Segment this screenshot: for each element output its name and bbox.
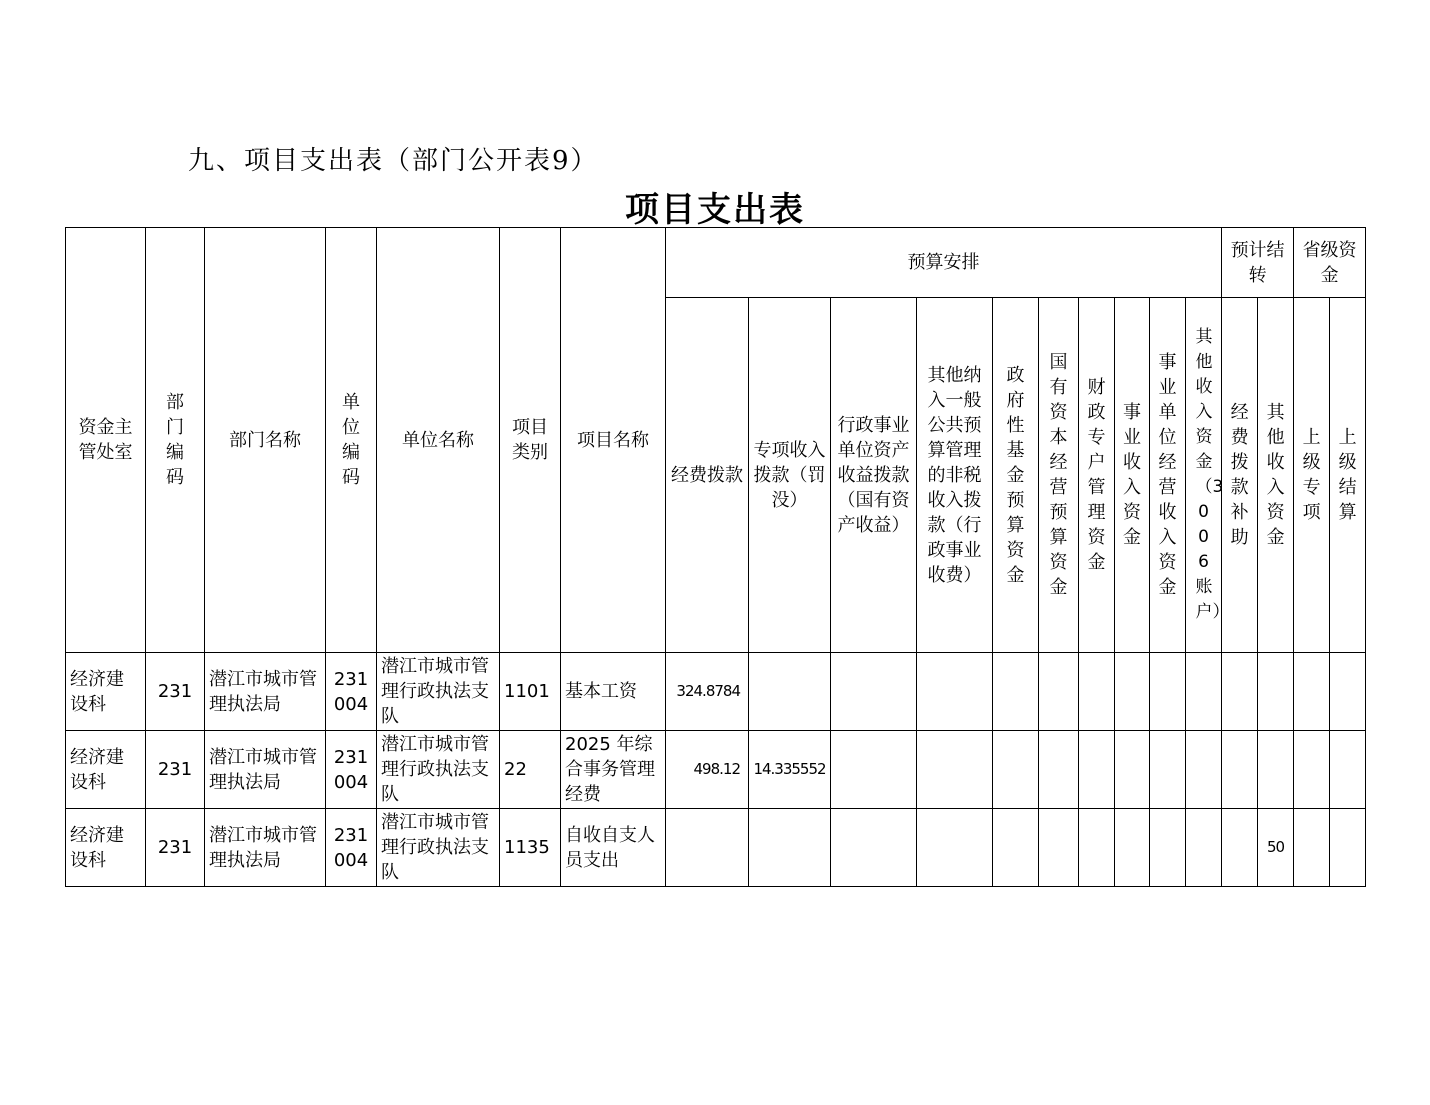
cell-appropriation [666, 809, 749, 887]
cell-appropriation: 498.12 [666, 731, 749, 809]
cell-dept-name: 潜江市城市管理执法局 [205, 731, 326, 809]
cell-empty [917, 809, 993, 887]
header-carry-other-income: 其他收入资金 [1258, 298, 1294, 653]
header-asset-income: 行政事业单位资产收益拨款（国有资产收益） [831, 298, 917, 653]
cell-empty [1222, 653, 1258, 731]
header-prov-settlement: 上级结算 [1330, 298, 1366, 653]
cell-empty [831, 809, 917, 887]
header-fiscal-special: 财政专户管理资金 [1079, 298, 1115, 653]
cell-dept-code: 231 [146, 731, 205, 809]
cell-project-name: 2025 年综合事务管理经费 [561, 731, 666, 809]
cell-category: 1135 [500, 809, 561, 887]
cell-empty [1039, 809, 1079, 887]
table-row [66, 731, 1366, 809]
header-unit-name: 单位名称 [377, 228, 500, 653]
project-expenditure-table [65, 227, 1366, 887]
cell-special-income [749, 809, 831, 887]
cell-empty [1330, 653, 1366, 731]
document-title: 项目支出表 [625, 190, 805, 230]
cell-empty [1222, 731, 1258, 809]
cell-empty [1186, 731, 1222, 809]
cell-empty [831, 653, 917, 731]
header-operating-income: 事业单位经营收入资金 [1150, 298, 1186, 653]
cell-dept-name: 潜江市城市管理执法局 [205, 653, 326, 731]
cell-category: 22 [500, 731, 561, 809]
cell-unit-name: 潜江市城市管理行政执法支队 [377, 731, 500, 809]
cell-category: 1101 [500, 653, 561, 731]
cell-project-name: 自收自支人员支出 [561, 809, 666, 887]
header-other-income-3006: 其他收入资金（3006账户） [1186, 298, 1222, 653]
header-state-capital: 国有资本经营预算资金 [1039, 298, 1079, 653]
cell-empty [1222, 809, 1258, 887]
cell-carry-other-income [1258, 731, 1294, 809]
cell-empty [1115, 653, 1150, 731]
header-unit-code: 单位编码 [326, 228, 377, 653]
cell-unit-code: 231004 [326, 809, 377, 887]
cell-special-income [749, 653, 831, 731]
header-row-groups [66, 228, 1366, 298]
cell-unit-code: 231004 [326, 731, 377, 809]
header-nontax-income: 其他纳入一般公共预算管理的非税收入拨款（行政事业收费） [917, 298, 993, 653]
cell-empty [1330, 809, 1366, 887]
cell-office: 经济建设科 [66, 809, 146, 887]
cell-office: 经济建设科 [66, 653, 146, 731]
header-prov-special: 上级专项 [1294, 298, 1330, 653]
cell-carry-other-income [1258, 653, 1294, 731]
section-title: 九、项目支出表（部门公开表9） [188, 146, 599, 176]
cell-appropriation: 324.8784 [666, 653, 749, 731]
cell-empty [1079, 731, 1115, 809]
cell-dept-code: 231 [146, 809, 205, 887]
cell-empty [1330, 731, 1366, 809]
cell-empty [1186, 809, 1222, 887]
cell-empty [1115, 731, 1150, 809]
header-special-income: 专项收入拨款（罚没） [749, 298, 831, 653]
cell-empty [1294, 809, 1330, 887]
cell-empty [993, 731, 1039, 809]
cell-unit-name: 潜江市城市管理行政执法支队 [377, 809, 500, 887]
cell-empty [993, 809, 1039, 887]
cell-dept-name: 潜江市城市管理执法局 [205, 809, 326, 887]
cell-dept-code: 231 [146, 653, 205, 731]
cell-empty [917, 653, 993, 731]
cell-empty [1079, 653, 1115, 731]
cell-unit-name: 潜江市城市管理行政执法支队 [377, 653, 500, 731]
cell-empty [831, 731, 917, 809]
cell-empty [1115, 809, 1150, 887]
cell-empty [1150, 731, 1186, 809]
cell-special-income: 14.335552 [749, 731, 831, 809]
cell-project-name: 基本工资 [561, 653, 666, 731]
cell-empty [1039, 731, 1079, 809]
cell-empty [1294, 731, 1330, 809]
header-appropriation: 经费拨款 [666, 298, 749, 653]
header-group-budget: 预算安排 [666, 228, 1222, 298]
cell-empty [1150, 809, 1186, 887]
header-group-carryover: 预计结转 [1222, 228, 1294, 298]
cell-empty [1039, 653, 1079, 731]
cell-unit-code: 231004 [326, 653, 377, 731]
header-carry-appropriation: 经费拨款补助 [1222, 298, 1258, 653]
table-row [66, 809, 1366, 887]
cell-office: 经济建设科 [66, 731, 146, 809]
header-gov-fund: 政府性基金预算资金 [993, 298, 1039, 653]
header-group-provincial: 省级资金 [1294, 228, 1366, 298]
header-dept-name: 部门名称 [205, 228, 326, 653]
cell-carry-other-income: 50 [1258, 809, 1294, 887]
header-project-category: 项目类别 [500, 228, 561, 653]
header-dept-code: 部门编码 [146, 228, 205, 653]
cell-empty [1186, 653, 1222, 731]
table-row [66, 653, 1366, 731]
header-business-income: 事业收入资金 [1115, 298, 1150, 653]
cell-empty [993, 653, 1039, 731]
header-project-name: 项目名称 [561, 228, 666, 653]
cell-empty [1294, 653, 1330, 731]
cell-empty [917, 731, 993, 809]
header-supervising-office: 资金主管处室 [66, 228, 146, 653]
cell-empty [1150, 653, 1186, 731]
cell-empty [1079, 809, 1115, 887]
